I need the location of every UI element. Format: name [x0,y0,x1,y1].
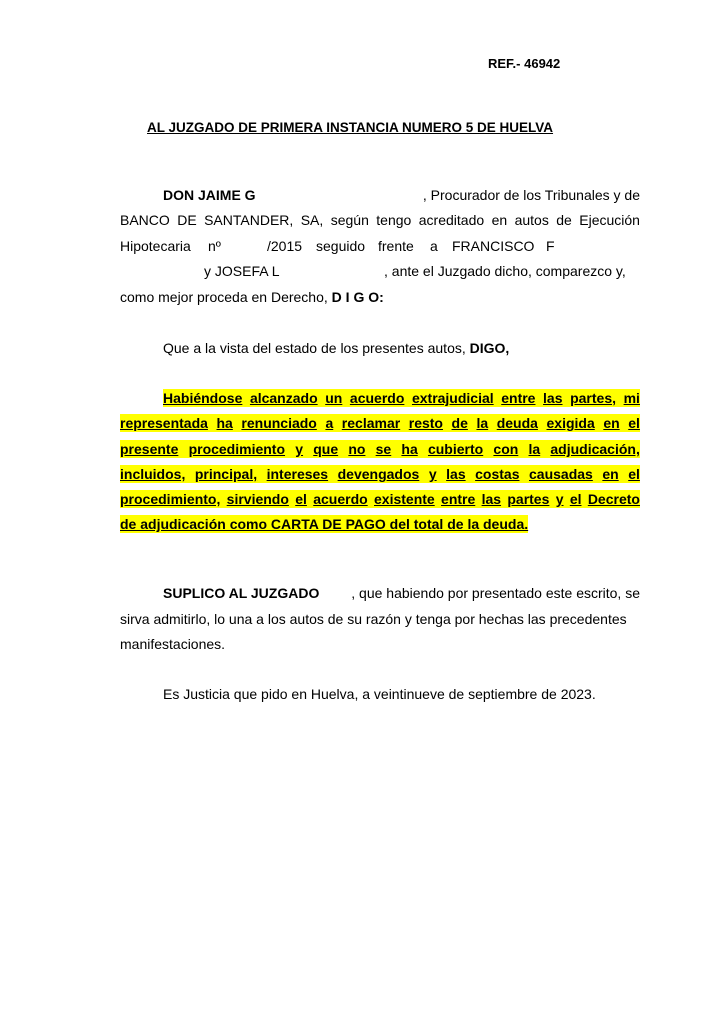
intro-line-4b: , ante el Juzgado dicho, comparezco y, [384,263,626,279]
highlight-word: adjudicación, [550,441,640,457]
highlight-line-2 [120,414,640,432]
highlight-word: cubierto [427,441,484,457]
highlight-word: presente [120,441,179,457]
highlight-word: a [325,415,334,431]
highlight-word: Habiéndose [163,390,243,406]
highlight-word: existente [374,491,435,507]
highlight-word: acuerdo [349,390,405,406]
highlight-word: el [628,415,640,431]
highlight-word: intereses [266,466,329,482]
highlight-word: que [313,441,339,457]
highlight-word: el [628,466,640,482]
highlight-word: las [481,491,502,507]
intro-line-1-rest: , Procurador de los Tribunales y de [422,187,640,203]
highlight-word: en [603,415,620,431]
intro-word: nº [208,238,221,254]
court-heading: AL JUZGADO DE PRIMERA INSTANCIA NUMERO 5 DE HUELVA [147,120,554,135]
intro-word: SA, [300,212,324,228]
intro-word: frente [378,238,414,254]
suplico-line-1 [163,584,640,602]
intro-word: DE [177,212,197,228]
intro-word: Ejecución [579,212,640,228]
highlight-word: sirviendo [226,491,289,507]
intro-word: en [491,212,508,228]
reference-number: REF.- 46942 [488,56,561,71]
highlight-word: entre [441,491,476,507]
highlight-word: partes, [570,390,617,406]
highlight-word: resto [408,415,443,431]
intro-line-1 [163,186,640,204]
intro-word: Hipotecaria [120,238,191,254]
vista-digo: DIGO, [469,340,510,356]
highlight-word: extrajudicial [411,390,494,406]
highlight-word: un [325,390,343,406]
intro-word: seguido [316,238,366,254]
intro-word: SANTANDER, [204,212,294,228]
highlight-word: se [375,441,392,457]
intro-word: de [556,212,572,228]
highlight-word: las [446,466,466,482]
highlight-word: no [348,441,366,457]
highlight-word: causadas [529,466,593,482]
vista-text: Que a la vista del estado de los presentes autos, [163,340,470,356]
highlight-word: incluidos, [120,466,186,482]
highlight-word: la [528,441,541,457]
intro-line-2 [120,211,640,229]
highlight-word: en [602,466,619,482]
highlight-text: de adjudicación como CARTA DE PAGO del total de la deuda. [120,516,529,532]
closing-line: Es Justicia que pido en Huelva, a veintinueve de septiembre de 2023. [163,686,596,702]
intro-word: FRANCISCO [452,238,535,254]
highlight-word: mi [623,390,640,406]
highlight-word: devengados [337,466,420,482]
suplico-line-1-rest: , que habiendo por presentado este escrito, se [351,585,640,601]
highlight-word: procedimiento [188,441,286,457]
highlight-line-6 [120,515,528,533]
digo-label: D I G O: [331,289,384,305]
highlight-word: ha [401,441,418,457]
suplico-label: SUPLICO AL JUZGADO [163,585,320,601]
intro-word: autos [514,212,549,228]
highlight-word: de [451,415,468,431]
highlight-word: y [555,491,564,507]
highlight-word: y [428,466,437,482]
suplico-line-3: manifestaciones. [120,636,226,652]
intro-line-5-text: como mejor proceda en Derecho, [120,289,332,305]
intro-word: según [330,212,369,228]
highlight-line-5 [120,490,640,508]
highlight-word: renunciado [241,415,317,431]
vista-line [163,339,509,357]
intro-word: acreditado [418,212,485,228]
highlight-line-3 [120,440,640,458]
highlight-line-4 [120,465,640,483]
highlight-word: acuerdo [313,491,368,507]
highlight-word: alcanzado [249,390,318,406]
highlight-word: las [543,390,563,406]
highlight-word: reclamar [341,415,401,431]
highlight-word: con [493,441,519,457]
suplico-line-2: sirva admitirlo, lo una a los autos de su razón y tenga por hechas las precedentes [120,611,627,627]
intro-line-5 [120,288,384,306]
highlight-word: y [295,441,304,457]
intro-word: a [430,238,438,254]
intro-word: /2015 [267,238,303,254]
highlight-word: ha [216,415,233,431]
highlight-word: la [476,415,489,431]
intro-word: F [546,238,555,254]
intro-word: BANCO [120,212,170,228]
highlight-word: Decreto [587,491,640,507]
procurador-name: DON JAIME G [163,187,256,203]
highlight-word: entre [501,390,536,406]
highlight-line-1 [163,389,640,407]
intro-line-4a: y JOSEFA L [204,263,280,279]
highlight-word: partes [507,491,550,507]
highlight-word: costas [475,466,520,482]
highlight-word: exigida [546,415,595,431]
highlight-word: el [295,491,307,507]
highlight-word: principal, [194,466,258,482]
intro-word: tengo [376,212,412,228]
highlight-word: procedimiento, [120,491,221,507]
highlight-word: deuda [496,415,538,431]
highlight-word: representada [120,415,208,431]
highlight-word: el [569,491,582,507]
